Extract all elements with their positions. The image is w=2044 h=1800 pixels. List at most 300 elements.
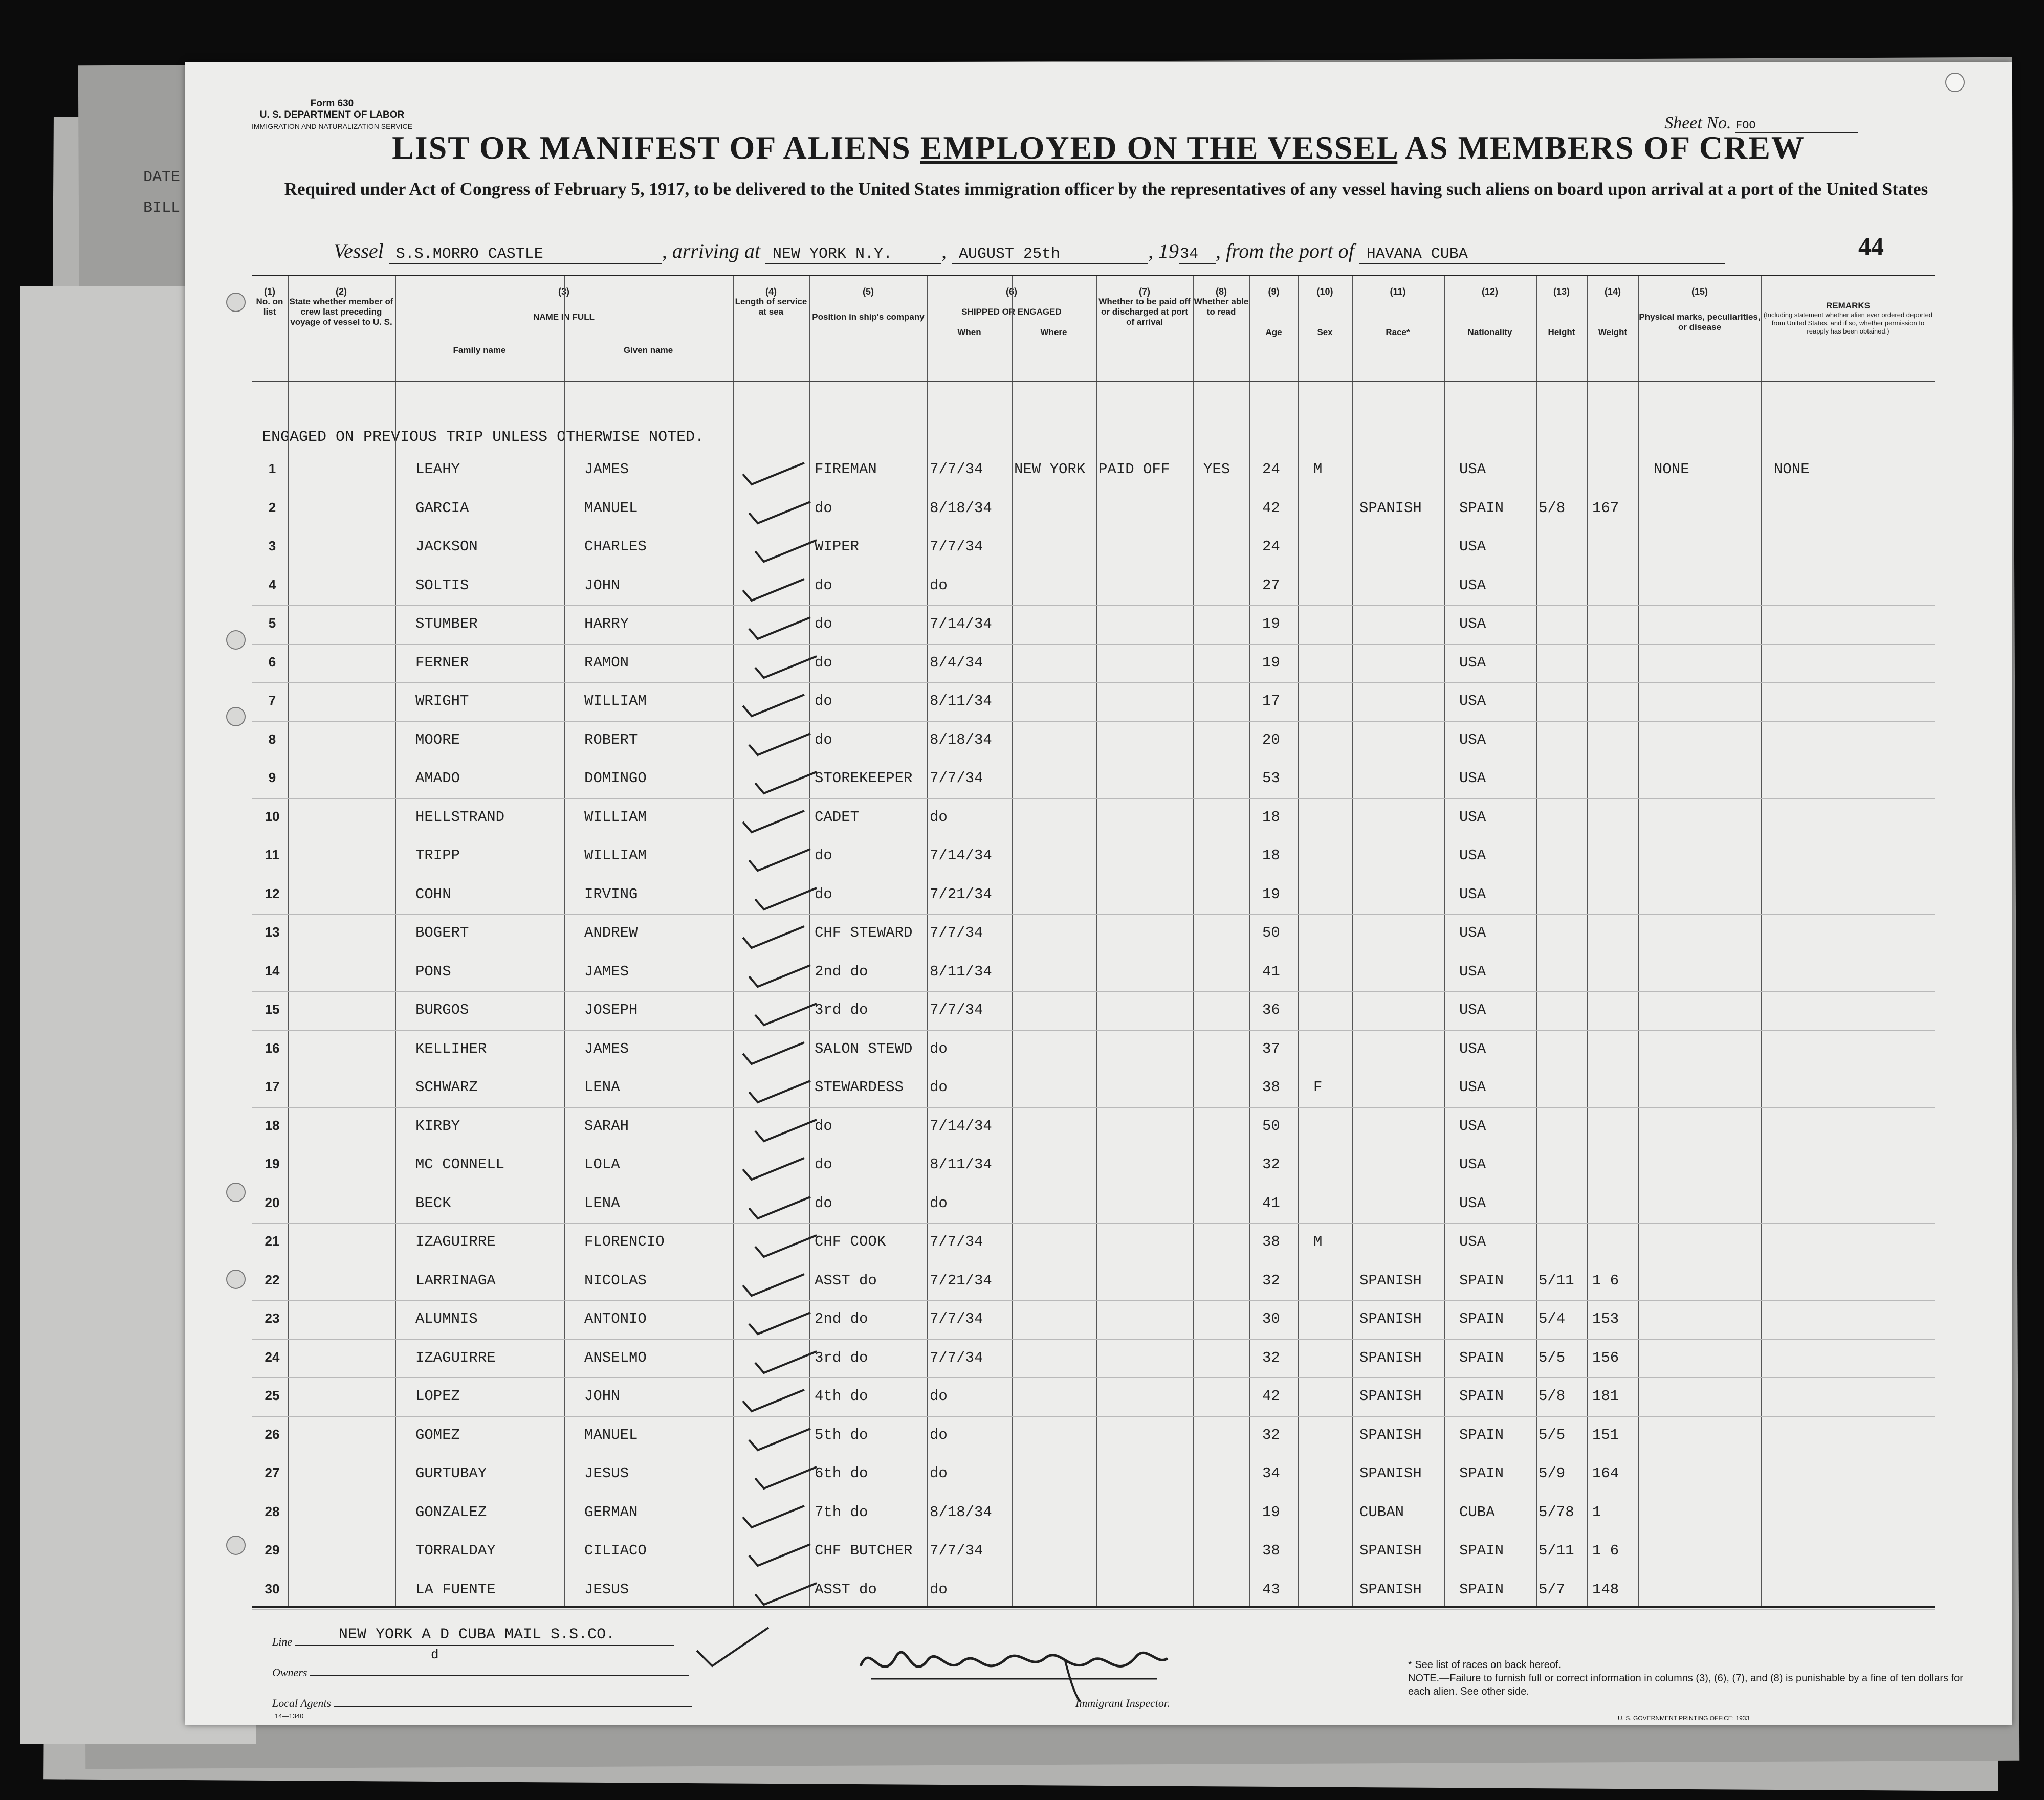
cell-position: ASST do bbox=[815, 1581, 877, 1598]
cell-row-number: 6 bbox=[268, 654, 276, 670]
cell-position: 2nd do bbox=[815, 963, 868, 980]
cell-position: 3rd do bbox=[815, 1002, 868, 1018]
cell-row-number: 24 bbox=[265, 1349, 280, 1365]
service-check-mark bbox=[746, 613, 813, 642]
service-check-mark bbox=[753, 1463, 819, 1492]
cell-family-name: SCHWARZ bbox=[415, 1079, 478, 1096]
punch-hole bbox=[226, 1270, 246, 1289]
cell-given-name: WILLIAM bbox=[584, 847, 647, 864]
cell-position: 7th do bbox=[815, 1503, 868, 1521]
cell-shipped-when: 7/14/34 bbox=[930, 1117, 992, 1135]
cell-shipped-when: 8/11/34 bbox=[930, 1156, 992, 1173]
service-check-mark bbox=[746, 498, 813, 526]
cell-sex: M bbox=[1313, 461, 1323, 478]
cell-given-name: LENA bbox=[584, 1194, 620, 1212]
cell-paid-off: PAID OFF bbox=[1098, 461, 1170, 478]
header-physical-marks: (15) Physical marks, peculiarities, or disease bbox=[1639, 286, 1761, 332]
cell-nationality: USA bbox=[1459, 1233, 1486, 1250]
cell-row-number: 21 bbox=[265, 1233, 280, 1249]
cell-row-number: 26 bbox=[265, 1426, 280, 1442]
cell-weight: 1 6 bbox=[1592, 1272, 1619, 1289]
table-row bbox=[252, 1071, 1935, 1109]
engaged-note: ENGAGED ON PREVIOUS TRIP UNLESS OTHERWISE NOTED. bbox=[262, 429, 705, 446]
header-able-read: (8) Whether able to read bbox=[1194, 286, 1249, 317]
agents-label: Local Agents bbox=[272, 1697, 332, 1709]
header-previous-voyage: (2) State whether member of crew last preceding voyage of vessel to U. S. bbox=[289, 286, 393, 327]
table-row bbox=[252, 569, 1935, 607]
cell-nationality: USA bbox=[1459, 963, 1486, 980]
agents-code: 14—1340 bbox=[275, 1712, 304, 1720]
cell-position: do bbox=[815, 1117, 832, 1135]
service-check-mark bbox=[740, 1270, 807, 1299]
voyage-line: Vessel S.S.MORRO CASTLE , arriving at NEW YORK N.Y. , AUGUST 25th , 1934 , from the port of HAVANA CUBA bbox=[334, 239, 1725, 264]
cell-age: 50 bbox=[1262, 1117, 1280, 1135]
cell-given-name: JOSEPH bbox=[584, 1002, 638, 1018]
cell-age: 30 bbox=[1262, 1310, 1280, 1327]
cell-position: WIPER bbox=[815, 538, 860, 555]
cell-position: FIREMAN bbox=[815, 461, 877, 478]
cell-nationality: USA bbox=[1459, 1040, 1486, 1057]
cell-given-name: MANUEL bbox=[584, 1426, 638, 1443]
table-row bbox=[252, 607, 1935, 646]
cell-position: do bbox=[815, 885, 832, 903]
cell-row-number: 18 bbox=[265, 1117, 280, 1133]
crew-table bbox=[252, 275, 1935, 1608]
cell-weight: 164 bbox=[1592, 1465, 1619, 1482]
cell-shipped-when: do bbox=[930, 1426, 948, 1443]
cell-shipped-when: 7/7/34 bbox=[930, 1349, 983, 1366]
header-divider bbox=[252, 381, 1935, 382]
cell-age: 42 bbox=[1262, 1388, 1280, 1405]
cell-age: 41 bbox=[1262, 1194, 1280, 1212]
cell-given-name: MANUEL bbox=[584, 499, 638, 517]
header-length-service: (4) Length of service at sea bbox=[735, 286, 807, 317]
table-row bbox=[252, 1341, 1935, 1380]
cell-nationality: SPAIN bbox=[1459, 1465, 1504, 1482]
cell-shipped-when: 7/21/34 bbox=[930, 1272, 992, 1289]
cell-shipped-when: 7/21/34 bbox=[930, 885, 992, 903]
cell-age: 19 bbox=[1262, 654, 1280, 671]
cell-remarks: NONE bbox=[1774, 461, 1810, 478]
page-subtitle: Required under Act of Congress of February 5, 1917, to be delivered to the United States immigration officer by the representatives of any vessel having such aliens on board upon arrival at a port of the United States bbox=[284, 179, 1928, 199]
service-check-mark bbox=[746, 1077, 813, 1105]
service-check-mark bbox=[753, 1231, 819, 1260]
cell-nationality: CUBA bbox=[1459, 1503, 1495, 1521]
cell-given-name: DOMINGO bbox=[584, 770, 647, 787]
cell-race: SPANISH bbox=[1359, 1272, 1422, 1289]
cell-row-number: 4 bbox=[268, 576, 276, 592]
cell-row-number: 13 bbox=[265, 924, 280, 940]
cell-shipped-where: NEW YORK bbox=[1014, 461, 1086, 478]
cell-given-name: LENA bbox=[584, 1079, 620, 1096]
cell-row-number: 17 bbox=[265, 1079, 280, 1094]
header-when: When bbox=[957, 327, 981, 337]
punch-hole bbox=[1945, 73, 1965, 92]
cell-race: SPANISH bbox=[1359, 499, 1422, 517]
cell-shipped-when: do bbox=[930, 1194, 948, 1212]
cell-age: 18 bbox=[1262, 847, 1280, 864]
manifest-page bbox=[185, 62, 2012, 1725]
cell-age: 37 bbox=[1262, 1040, 1280, 1057]
cell-family-name: IZAGUIRRE bbox=[415, 1233, 496, 1250]
cell-race: SPANISH bbox=[1359, 1426, 1422, 1443]
printing-note: U. S. GOVERNMENT PRINTING OFFICE: 1933 bbox=[1618, 1715, 1750, 1722]
service-check-mark bbox=[740, 1386, 807, 1414]
cell-shipped-when: 8/11/34 bbox=[930, 693, 992, 709]
cell-nationality: SPAIN bbox=[1459, 1542, 1504, 1559]
cell-position: do bbox=[815, 576, 832, 594]
table-row bbox=[252, 1225, 1935, 1263]
cell-position: ASST do bbox=[815, 1272, 877, 1289]
cell-age: 50 bbox=[1262, 924, 1280, 941]
cell-given-name: JAMES bbox=[584, 1040, 629, 1057]
service-check-mark bbox=[746, 1540, 813, 1569]
cell-sex: M bbox=[1313, 1233, 1323, 1250]
cell-position: do bbox=[815, 1194, 832, 1212]
cell-given-name: GERMAN bbox=[584, 1503, 638, 1521]
cell-family-name: GARCIA bbox=[415, 499, 469, 517]
table-row bbox=[252, 801, 1935, 839]
cell-family-name: TRIPP bbox=[415, 847, 460, 864]
cell-nationality: USA bbox=[1459, 847, 1486, 864]
service-check-mark bbox=[753, 652, 819, 681]
table-row bbox=[252, 684, 1935, 723]
cell-row-number: 19 bbox=[265, 1156, 280, 1171]
footer-notes bbox=[1408, 1658, 1971, 1698]
cell-shipped-when: 8/18/34 bbox=[930, 1503, 992, 1521]
cell-age: 32 bbox=[1262, 1426, 1280, 1443]
table-row bbox=[252, 1496, 1935, 1534]
cell-position: 6th do bbox=[815, 1465, 868, 1482]
cell-height: 5/11 bbox=[1539, 1542, 1574, 1559]
cell-age: 19 bbox=[1262, 1503, 1280, 1521]
cell-age: 32 bbox=[1262, 1349, 1280, 1366]
cell-sex: F bbox=[1313, 1079, 1323, 1096]
cell-nationality: USA bbox=[1459, 808, 1486, 826]
cell-family-name: MC CONNELL bbox=[415, 1156, 505, 1173]
owners-value: d bbox=[431, 1647, 439, 1662]
table-row bbox=[252, 1032, 1935, 1071]
cell-race: SPANISH bbox=[1359, 1581, 1422, 1598]
cell-family-name: GONZALEZ bbox=[415, 1503, 487, 1521]
page-number: 44 bbox=[1858, 232, 1884, 260]
table-row bbox=[252, 1264, 1935, 1302]
service-check-mark bbox=[740, 459, 807, 487]
cell-position: do bbox=[815, 654, 832, 671]
cell-given-name: JESUS bbox=[584, 1465, 629, 1482]
table-row bbox=[252, 723, 1935, 762]
service-check-mark bbox=[746, 961, 813, 990]
cell-shipped-when: do bbox=[930, 808, 948, 826]
line-label: Line bbox=[272, 1635, 293, 1648]
cell-position: 4th do bbox=[815, 1388, 868, 1405]
table-row bbox=[252, 1380, 1935, 1418]
cell-nationality: USA bbox=[1459, 654, 1486, 671]
header-nationality: (12) Nationality bbox=[1467, 286, 1512, 337]
cell-height: 5/4 bbox=[1539, 1310, 1566, 1327]
cell-given-name: ANTONIO bbox=[584, 1310, 647, 1327]
punch-hole bbox=[226, 707, 246, 726]
penalty-note: NOTE.—Failure to furnish full or correct information in columns (3), (6), (7), and (8) is punishable by a fine of ten dollars for each alien. See other side. bbox=[1408, 1673, 1963, 1697]
cell-family-name: PONS bbox=[415, 963, 451, 980]
arrival-port: NEW YORK N.Y. bbox=[765, 246, 941, 264]
cell-height: 5/11 bbox=[1539, 1272, 1574, 1289]
service-check-mark bbox=[746, 1425, 813, 1453]
cell-family-name: GOMEZ bbox=[415, 1426, 460, 1443]
arrival-date: AUGUST 25th bbox=[952, 246, 1148, 264]
punch-hole bbox=[226, 293, 246, 312]
owners-label: Owners bbox=[272, 1666, 307, 1679]
cell-given-name: IRVING bbox=[584, 885, 638, 903]
cell-family-name: AMADO bbox=[415, 770, 460, 787]
cell-given-name: NICOLAS bbox=[584, 1272, 647, 1289]
table-row bbox=[252, 839, 1935, 877]
service-check-mark bbox=[746, 729, 813, 758]
cell-family-name: SOLTIS bbox=[415, 576, 469, 594]
cell-nationality: SPAIN bbox=[1459, 1581, 1504, 1598]
cell-family-name: STUMBER bbox=[415, 615, 478, 632]
footer-agents-row bbox=[272, 1697, 692, 1710]
cell-shipped-when: 7/14/34 bbox=[930, 615, 992, 632]
cell-family-name: LEAHY bbox=[415, 461, 460, 478]
cell-family-name: TORRALDAY bbox=[415, 1542, 496, 1559]
cell-row-number: 9 bbox=[268, 770, 276, 785]
cell-age: 34 bbox=[1262, 1465, 1280, 1482]
cell-row-number: 30 bbox=[265, 1581, 280, 1596]
cell-height: 5/7 bbox=[1539, 1581, 1566, 1598]
sheet-label: Sheet No. bbox=[1664, 114, 1731, 132]
cell-nationality: SPAIN bbox=[1459, 1272, 1504, 1289]
cell-age: 41 bbox=[1262, 963, 1280, 980]
cell-row-number: 11 bbox=[265, 847, 279, 862]
service-check-mark bbox=[753, 1116, 819, 1144]
header-given-name: Given name bbox=[623, 345, 673, 355]
table-row bbox=[252, 1187, 1935, 1225]
cell-given-name: JOHN bbox=[584, 576, 620, 594]
cell-row-number: 23 bbox=[265, 1310, 280, 1326]
cell-weight: 167 bbox=[1592, 499, 1619, 517]
cell-height: 5/5 bbox=[1539, 1426, 1566, 1443]
table-row bbox=[252, 1573, 1935, 1611]
cell-age: 32 bbox=[1262, 1272, 1280, 1289]
form-number: Form 630 bbox=[310, 98, 354, 109]
title-part1: LIST OR MANIFEST OF ALIENS bbox=[392, 129, 920, 166]
cell-nationality: USA bbox=[1459, 731, 1486, 748]
cell-weight: 153 bbox=[1592, 1310, 1619, 1327]
table-row bbox=[252, 1109, 1935, 1148]
cell-shipped-when: 7/7/34 bbox=[930, 1233, 983, 1250]
cell-age: 20 bbox=[1262, 731, 1280, 748]
cell-row-number: 20 bbox=[265, 1194, 280, 1210]
cell-age: 32 bbox=[1262, 1156, 1280, 1173]
signature-stroke bbox=[850, 1630, 1178, 1707]
cell-shipped-when: do bbox=[930, 1040, 948, 1057]
cell-position: 5th do bbox=[815, 1426, 868, 1443]
cell-given-name: FLORENCIO bbox=[584, 1233, 665, 1250]
cell-position: CADET bbox=[815, 808, 860, 826]
underlying-date-label: DATE bbox=[143, 169, 181, 186]
cell-nationality: USA bbox=[1459, 770, 1486, 787]
header-age: (9) Age bbox=[1265, 286, 1282, 337]
service-check-mark bbox=[740, 1154, 807, 1183]
cell-given-name: JAMES bbox=[584, 461, 629, 478]
service-check-mark bbox=[740, 691, 807, 719]
cell-age: 18 bbox=[1262, 808, 1280, 826]
cell-row-number: 28 bbox=[265, 1503, 280, 1519]
cell-nationality: USA bbox=[1459, 461, 1486, 478]
header-position: (5) Position in ship's company bbox=[812, 286, 925, 322]
cell-family-name: WRIGHT bbox=[415, 693, 469, 709]
title-underlined: EMPLOYED ON THE VESSEL bbox=[920, 129, 1398, 166]
cell-nationality: USA bbox=[1459, 1117, 1486, 1135]
arrival-year: 34 bbox=[1179, 246, 1216, 264]
cell-age: 19 bbox=[1262, 885, 1280, 903]
cell-nationality: SPAIN bbox=[1459, 1388, 1504, 1405]
cell-weight: 148 bbox=[1592, 1581, 1619, 1598]
cell-family-name: HELLSTRAND bbox=[415, 808, 505, 826]
from-label: , from the port of bbox=[1216, 239, 1354, 262]
cell-shipped-when: 7/7/34 bbox=[930, 1310, 983, 1327]
table-row bbox=[252, 1302, 1935, 1341]
service-check-mark bbox=[753, 884, 819, 913]
cell-age: 17 bbox=[1262, 693, 1280, 709]
cell-given-name: ANDREW bbox=[584, 924, 638, 941]
header-weight: (14) Weight bbox=[1598, 286, 1628, 337]
cell-nationality: SPAIN bbox=[1459, 499, 1504, 517]
cell-shipped-when: 7/7/34 bbox=[930, 1002, 983, 1018]
cell-given-name: HARRY bbox=[584, 615, 629, 632]
cell-position: do bbox=[815, 499, 832, 517]
cell-family-name: ALUMNIS bbox=[415, 1310, 478, 1327]
footer-check-mark bbox=[692, 1623, 774, 1669]
cell-position: CHF COOK bbox=[815, 1233, 886, 1250]
cell-given-name: CHARLES bbox=[584, 538, 647, 555]
service-check-mark bbox=[746, 1308, 813, 1337]
table-row bbox=[252, 955, 1935, 993]
cell-given-name: JOHN bbox=[584, 1388, 620, 1405]
cell-weight: 1 6 bbox=[1592, 1542, 1619, 1559]
header-sex: (10) Sex bbox=[1316, 286, 1333, 337]
cell-row-number: 22 bbox=[265, 1272, 280, 1287]
cell-shipped-when: 8/11/34 bbox=[930, 963, 992, 980]
cell-given-name: ANSELMO bbox=[584, 1349, 647, 1366]
cell-height: 5/8 bbox=[1539, 1388, 1566, 1405]
cell-age: 38 bbox=[1262, 1233, 1280, 1250]
footer-owners-row bbox=[272, 1666, 689, 1679]
cell-shipped-when: 8/18/34 bbox=[930, 731, 992, 748]
service-check-mark bbox=[740, 575, 807, 604]
cell-position: STOREKEEPER bbox=[815, 770, 913, 787]
service-check-mark bbox=[753, 536, 819, 565]
cell-shipped-when: do bbox=[930, 1581, 948, 1598]
cell-row-number: 29 bbox=[265, 1542, 280, 1558]
cell-nationality: USA bbox=[1459, 924, 1486, 941]
table-row bbox=[252, 878, 1935, 916]
cell-family-name: FERNER bbox=[415, 654, 469, 671]
table-row bbox=[252, 762, 1935, 800]
cell-given-name: JESUS bbox=[584, 1581, 629, 1598]
cell-shipped-when: do bbox=[930, 576, 948, 594]
cell-height: 5/78 bbox=[1539, 1503, 1574, 1521]
cell-nationality: SPAIN bbox=[1459, 1349, 1504, 1366]
header-shipped: (6) SHIPPED OR ENGAGED bbox=[961, 286, 1062, 317]
cell-row-number: 2 bbox=[268, 499, 276, 515]
header-no: (1) No. on list bbox=[256, 286, 283, 317]
departure-port: HAVANA CUBA bbox=[1359, 246, 1725, 264]
cell-position: do bbox=[815, 1156, 832, 1173]
cell-row-number: 16 bbox=[265, 1040, 280, 1056]
cell-position: SALON STEWD bbox=[815, 1040, 913, 1057]
cell-family-name: JACKSON bbox=[415, 538, 478, 555]
service-check-mark bbox=[753, 768, 819, 796]
cell-shipped-when: 7/7/34 bbox=[930, 538, 983, 555]
cell-family-name: GURTUBAY bbox=[415, 1465, 487, 1482]
cell-age: 19 bbox=[1262, 615, 1280, 632]
vessel-label: Vessel bbox=[334, 239, 384, 262]
cell-shipped-when: 7/7/34 bbox=[930, 461, 983, 478]
cell-nationality: USA bbox=[1459, 693, 1486, 709]
service-check-mark bbox=[740, 922, 807, 951]
cell-weight: 181 bbox=[1592, 1388, 1619, 1405]
cell-age: 38 bbox=[1262, 1542, 1280, 1559]
cell-weight: 1 bbox=[1592, 1503, 1601, 1521]
table-row bbox=[252, 1457, 1935, 1495]
cell-family-name: BOGERT bbox=[415, 924, 469, 941]
cell-race: SPANISH bbox=[1359, 1310, 1422, 1327]
header-where: Where bbox=[1040, 327, 1067, 337]
year-prefix: , 19 bbox=[1148, 239, 1179, 262]
cell-given-name: WILLIAM bbox=[584, 808, 647, 826]
cell-nationality: USA bbox=[1459, 576, 1486, 594]
cell-able-to-read: YES bbox=[1203, 461, 1230, 478]
service-check-mark bbox=[746, 1193, 813, 1221]
cell-race: SPANISH bbox=[1359, 1388, 1422, 1405]
title-part2: AS MEMBERS OF CREW bbox=[1397, 129, 1805, 166]
cell-row-number: 27 bbox=[265, 1465, 280, 1480]
cell-shipped-when: 7/7/34 bbox=[930, 770, 983, 787]
cell-age: 24 bbox=[1262, 461, 1280, 478]
inspector-label: Immigrant Inspector. bbox=[1075, 1697, 1170, 1709]
cell-physical-marks: NONE bbox=[1654, 461, 1689, 478]
cell-family-name: LARRINAGA bbox=[415, 1272, 496, 1289]
service-check-mark bbox=[740, 807, 807, 835]
cell-family-name: LOPEZ bbox=[415, 1388, 460, 1405]
cell-position: STEWARDESS bbox=[815, 1079, 904, 1096]
table-row bbox=[252, 646, 1935, 684]
service-check-mark bbox=[753, 1579, 819, 1608]
cell-row-number: 8 bbox=[268, 731, 276, 747]
cell-row-number: 12 bbox=[265, 885, 280, 901]
service-check-mark bbox=[746, 845, 813, 874]
cell-given-name: CILIACO bbox=[584, 1542, 647, 1559]
header-paid-off: (7) Whether to be paid off or discharged at port of arrival bbox=[1098, 286, 1191, 327]
cell-given-name: JAMES bbox=[584, 963, 629, 980]
cell-position: CHF STEWARD bbox=[815, 924, 913, 941]
cell-age: 36 bbox=[1262, 1002, 1280, 1018]
cell-age: 53 bbox=[1262, 770, 1280, 787]
service-check-mark bbox=[740, 1502, 807, 1530]
table-row bbox=[252, 1534, 1935, 1572]
cell-race: SPANISH bbox=[1359, 1465, 1422, 1482]
punch-hole bbox=[226, 1536, 246, 1555]
cell-position: 3rd do bbox=[815, 1349, 868, 1366]
cell-nationality: USA bbox=[1459, 1002, 1486, 1018]
cell-row-number: 25 bbox=[265, 1388, 280, 1403]
cell-height: 5/8 bbox=[1539, 499, 1566, 517]
cell-shipped-when: do bbox=[930, 1079, 948, 1096]
cell-nationality: USA bbox=[1459, 1194, 1486, 1212]
cell-age: 27 bbox=[1262, 576, 1280, 594]
